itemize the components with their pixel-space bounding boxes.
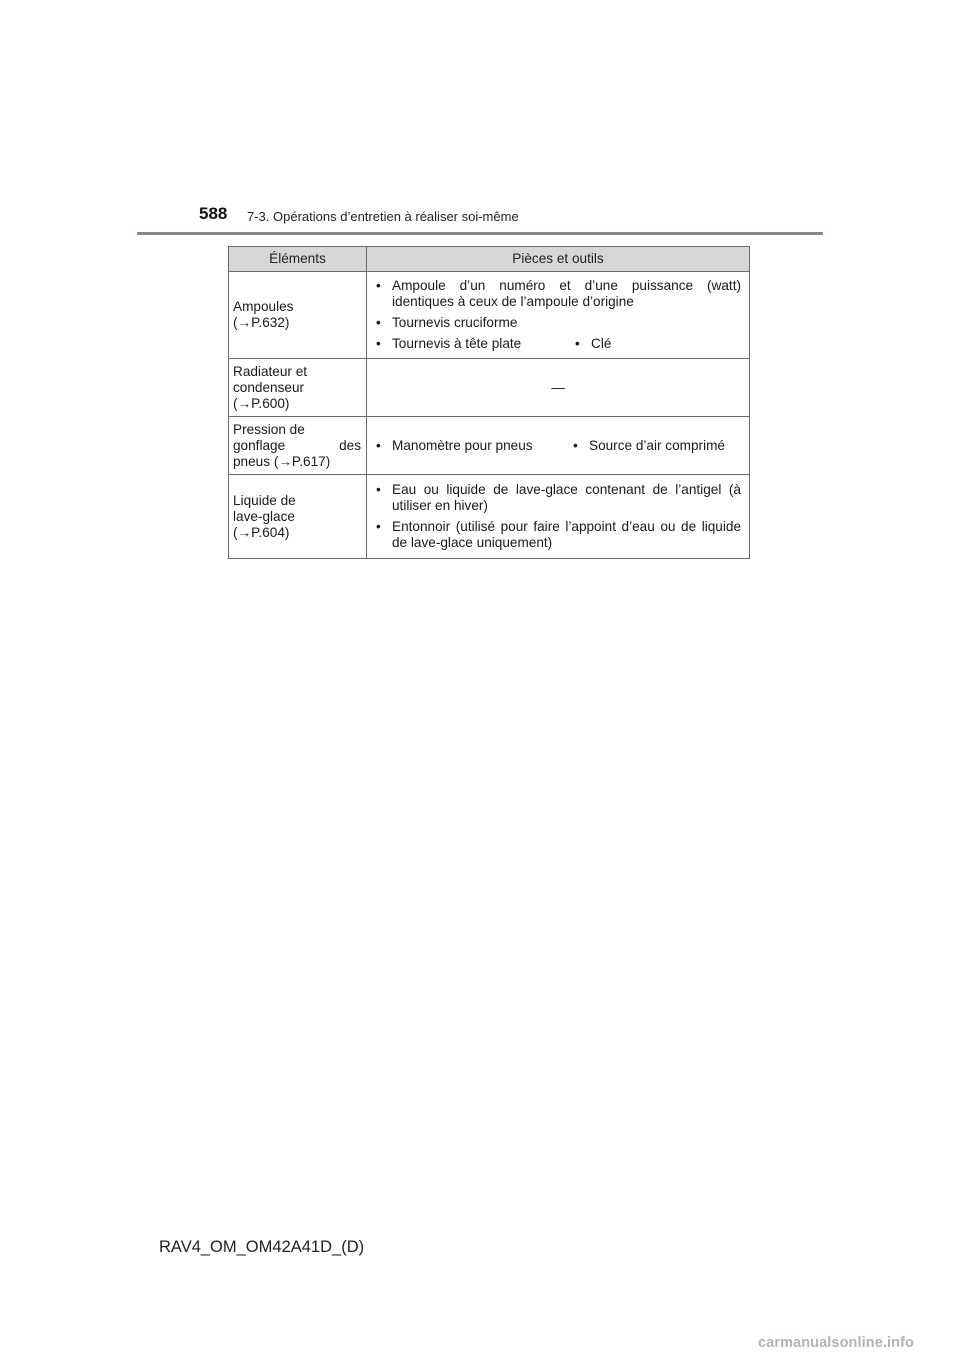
page-number: 588 bbox=[199, 204, 228, 223]
tool-item: • Source d’air comprimé bbox=[572, 438, 741, 454]
document-code: RAV4_OM_OM42A41D_(D) bbox=[159, 1238, 365, 1256]
item-cell bbox=[229, 417, 367, 475]
watermark: carmanualsonline.info bbox=[758, 1335, 914, 1351]
item-reference: (→P.600) bbox=[233, 395, 290, 411]
tools-cell bbox=[367, 417, 750, 475]
col-header-tools: Pièces et outils bbox=[367, 247, 750, 272]
tool-item: • Tournevis cruciforme bbox=[375, 315, 741, 331]
item-reference: (→P.604) bbox=[233, 524, 290, 540]
col-header-items: Éléments bbox=[229, 247, 367, 272]
item-label-continued: lave-glace bbox=[233, 508, 295, 524]
table-row bbox=[229, 417, 750, 475]
item-label-continued: gonflage des bbox=[233, 437, 361, 453]
item-reference: pneus (→P.617) bbox=[233, 453, 331, 469]
tool-item: • Clé bbox=[574, 336, 741, 352]
section-title: 7-3. Opérations d’entretien à réaliser soi-même bbox=[247, 209, 519, 224]
item-label-continued: condenseur bbox=[233, 379, 305, 395]
tools-cell bbox=[367, 359, 750, 417]
tool-item: • Manomètre pour pneus bbox=[375, 438, 572, 454]
tool-item: • Tournevis à tête plate bbox=[375, 336, 574, 352]
header-rule bbox=[137, 232, 823, 235]
tools-table bbox=[228, 246, 750, 559]
item-cell bbox=[229, 272, 367, 359]
table-header-row bbox=[229, 247, 750, 272]
tool-item: • Eau ou liquide de lave-glace contenant de l’antigel (à utiliser en hiver) bbox=[375, 482, 741, 514]
tools-cell bbox=[367, 475, 750, 559]
tools-cell bbox=[367, 272, 750, 359]
table-row bbox=[229, 359, 750, 417]
item-label: Ampoules bbox=[233, 299, 294, 314]
item-label: Liquide de bbox=[233, 492, 296, 508]
table-row bbox=[229, 475, 750, 559]
item-label: Pression de bbox=[233, 421, 305, 437]
item-cell bbox=[229, 359, 367, 417]
item-reference: (→P.632) bbox=[233, 315, 290, 330]
tool-item: • Ampoule d’un numéro et d’une puissance (watt) identiques à ceux de l’ampoule d’origine bbox=[375, 278, 741, 310]
table-row bbox=[229, 272, 750, 359]
item-label: Radiateur et bbox=[233, 363, 308, 379]
item-cell bbox=[229, 475, 367, 559]
tool-item: • Entonnoir (utilisé pour faire l’appoint d’eau ou de liquide de lave-glace uniquement) bbox=[375, 519, 741, 551]
no-tools-dash: — bbox=[551, 379, 565, 395]
